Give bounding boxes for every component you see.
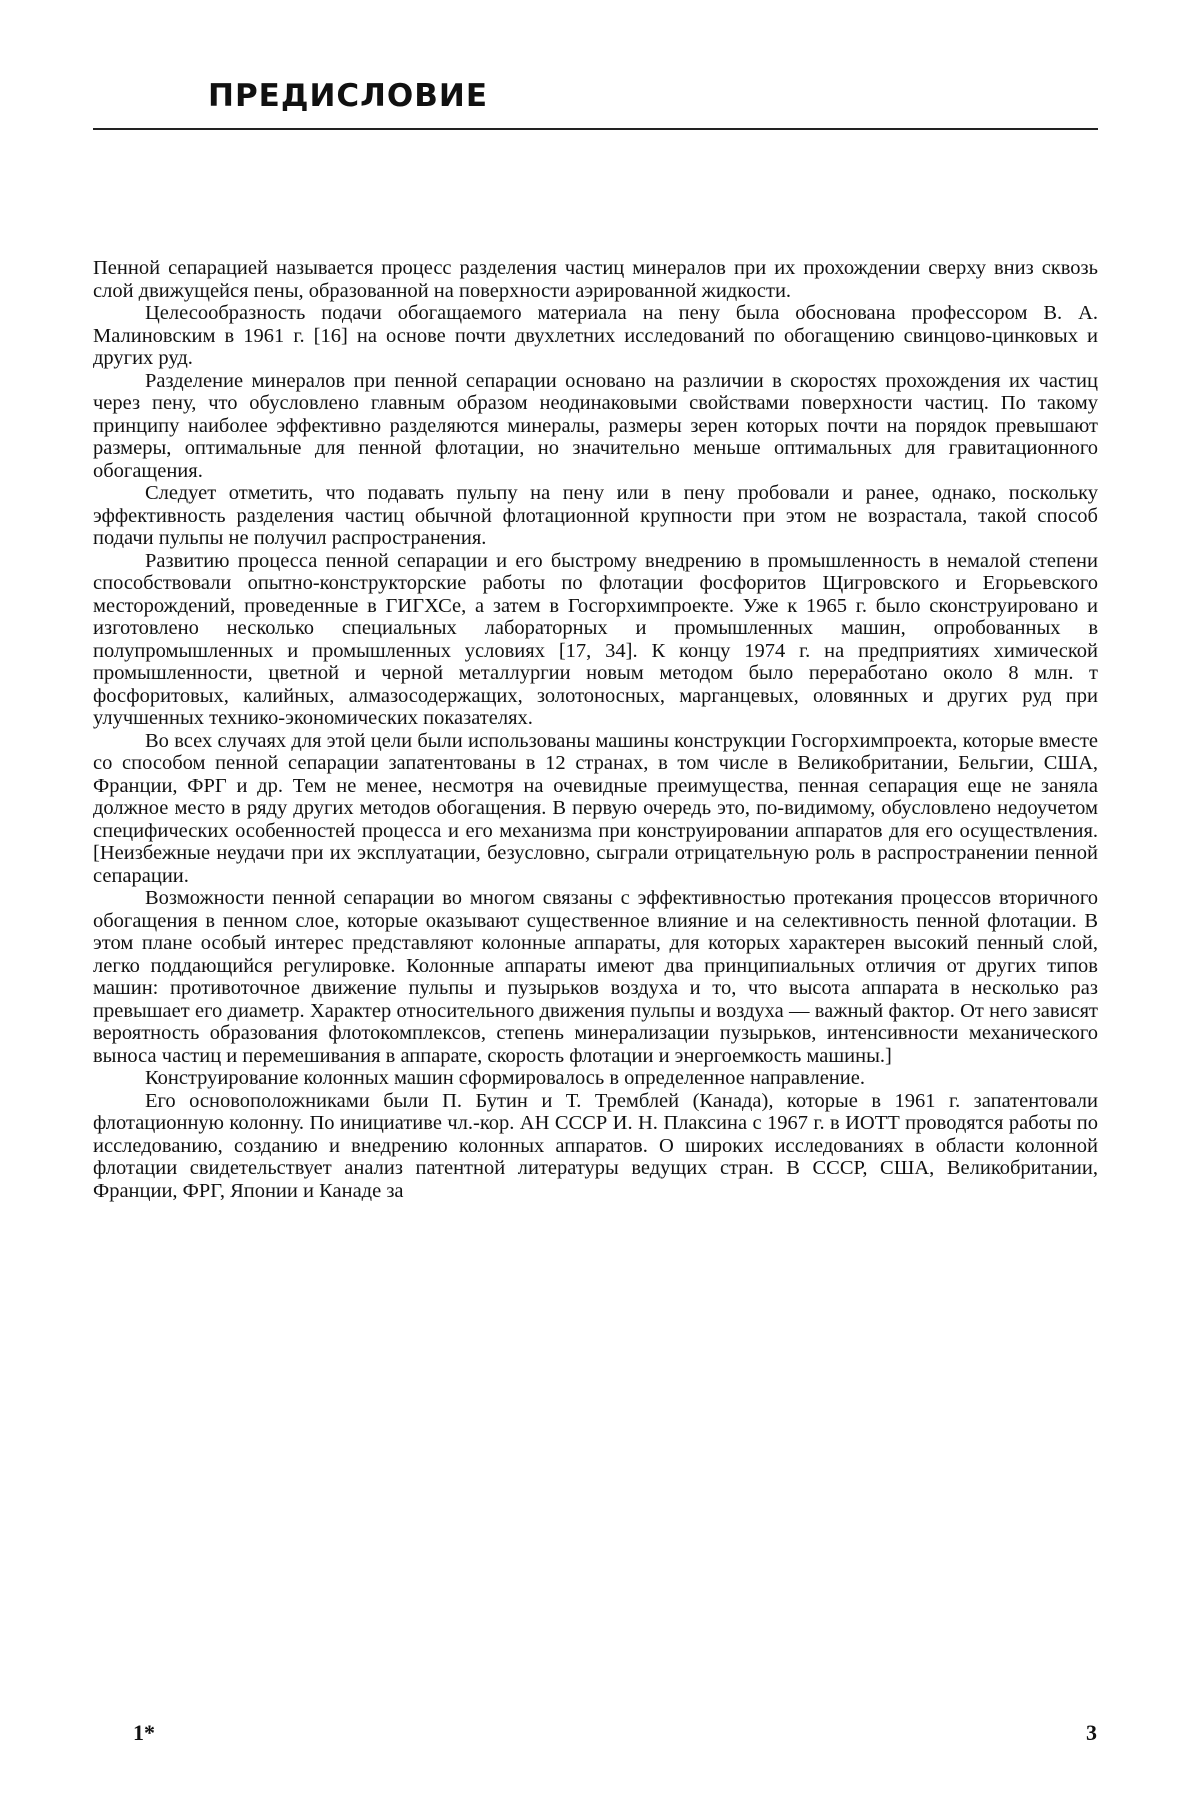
paragraph: Во всех случаях для этой цели были использованы машины конструкции Госгорхимпроекта, которые вместе со способом пенной сепарации запатентованы в 12 странах, в том числе в Великобритании, Бельгии, США, Франции, ФРГ и др. Тем не менее, несмотря на очевидные преимущества, пенная сепарация еще не заняла должное место в ряду других методов обогащения. В первую очередь это, по-видимому, обусловлено недоучетом специфических особенностей процесса и его механизма при конструировании аппаратов для его осуществления. [Неизбежные неудачи при их эксплуатации, безусловно, сыграли отрицательную роль в распространении пенной сепарации. bbox=[93, 730, 1098, 888]
signature-mark: 1* bbox=[133, 1720, 155, 1746]
title-divider bbox=[93, 128, 1098, 130]
paragraph: Целесообразность подачи обогащаемого материала на пену была обоснована профессором В. А. Малиновским в 1961 г. [16] на основе почти двухлетних исследований по обогащению свинцово-цинковых и других руд. bbox=[93, 302, 1098, 370]
paragraph: Конструирование колонных машин сформировалось в определенное направление. bbox=[93, 1067, 1098, 1090]
page-title: ПРЕДИСЛОВИЕ bbox=[208, 78, 488, 114]
body-text bbox=[93, 257, 1098, 1202]
paragraph: Возможности пенной сепарации во многом связаны с эффективностью протекания процессов вторичного обогащения в пенном слое, которые оказывают существенное влияние и на селективность пенной флотации. В этом плане особый интерес представляют колонные аппараты, для которых характерен высокий пенный слой, легко поддающийся регулировке. Колонные аппараты имеют два принципиальных отличия от других типов машин: противоточное движение пульпы и пузырьков воздуха и то, что высота аппарата в несколько раз превышает его диаметр. Характер относительного движения пульпы и воздуха — важный фактор. От него зависят вероятность образования флотокомплексов, степень минерализации пузырьков, интенсивности механического выноса частиц и перемешивания в аппарате, скорость флотации и энергоемкость машины.] bbox=[93, 887, 1098, 1067]
paragraph: Пенной сепарацией называется процесс разделения частиц минералов при их прохождении сверху вниз сквозь слой движущейся пены, образованной на поверхности аэрированной жидкости. bbox=[93, 257, 1098, 302]
page-number: 3 bbox=[1086, 1720, 1097, 1746]
paragraph: Его основоположниками были П. Бутин и Т. Тремблей (Канада), которые в 1961 г. запатентовали флотационную колонну. По инициативе чл.-кор. АН СССР И. Н. Плаксина с 1967 г. в ИОТТ проводятся работы по исследованию, созданию и внедрению колонных аппаратов. О широких исследованиях в области колонной флотации свидетельствует анализ патентной литературы ведущих стран. В СССР, США, Великобритании, Франции, ФРГ, Японии и Канаде за bbox=[93, 1090, 1098, 1203]
paragraph: Разделение минералов при пенной сепарации основано на различии в скоростях прохождения их частиц через пену, что обусловлено главным образом неодинаковыми свойствами поверхности частиц. По такому принципу наиболее эффективно разделяются минералы, размеры зерен которых почти на порядок превышают размеры, оптимальные для пенной флотации, но значительно меньше оптимальных для гравитационного обогащения. bbox=[93, 370, 1098, 483]
paragraph: Следует отметить, что подавать пульпу на пену или в пену пробовали и ранее, однако, поскольку эффективность разделения частиц обычной флотационной крупности при этом не возрастала, такой способ подачи пульпы не получил распространения. bbox=[93, 482, 1098, 550]
paragraph: Развитию процесса пенной сепарации и его быстрому внедрению в промышленность в немалой степени способствовали опытно-конструкторские работы по флотации фосфоритов Щигровского и Егорьевского месторождений, проведенные в ГИГХСе, а затем в Госгорхимпроекте. Уже к 1965 г. было сконструировано и изготовлено несколько специальных лабораторных и промышленных машин, опробованных в полупромышленных и промышленных условиях [17, 34]. К концу 1974 г. на предприятиях химической промышленности, цветной и черной металлургии новым методом было переработано около 8 млн. т фосфоритовых, калийных, алмазосодержащих, золотоносных, марганцевых, оловянных и других руд при улучшенных технико-экономических показателях. bbox=[93, 550, 1098, 730]
document-page bbox=[0, 0, 1200, 1798]
